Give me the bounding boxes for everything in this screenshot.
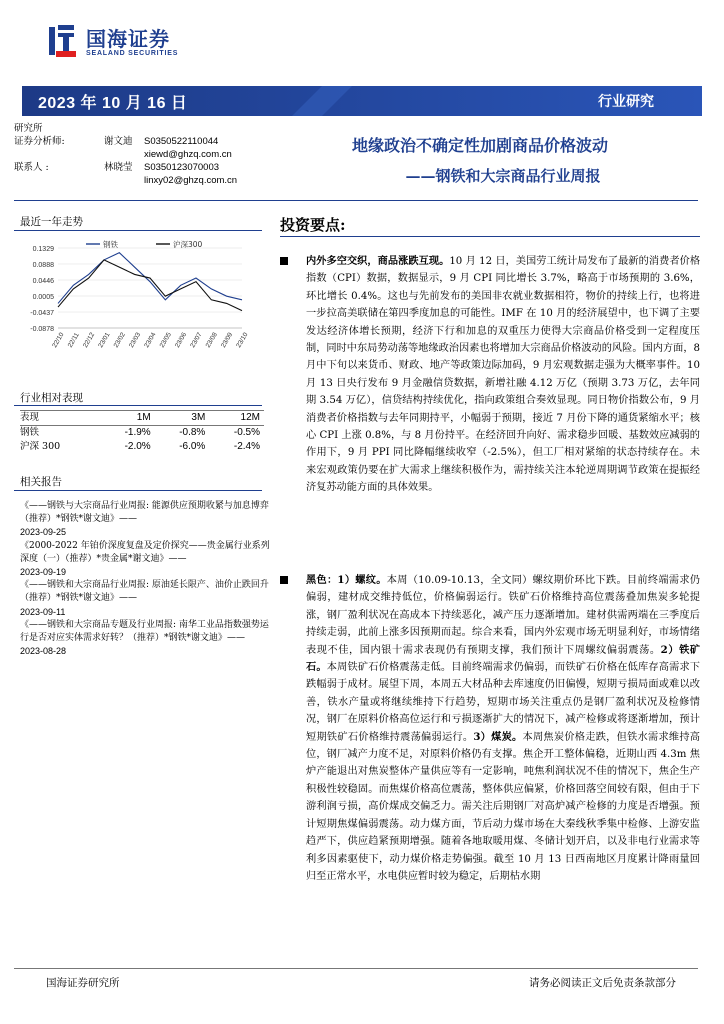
perf-cell: 沪深 300: [20, 441, 61, 452]
perf-header-cell: 1M: [136, 412, 151, 423]
brand-name-cn: 国海证券: [86, 26, 170, 51]
y-tick-label: 0.0005: [32, 293, 54, 301]
dept-label: 研究所: [14, 123, 43, 134]
analyst-email[interactable]: xiewd@ghzq.com.cn: [144, 149, 232, 160]
perf-cell: -1.9%: [124, 427, 151, 438]
y-tick-label: 0.0446: [32, 278, 54, 286]
report-link-title[interactable]: 《——钢铁和大宗商品专题及行业周报: 南华工业品指数强势运行是否对应实体需求好转？（推荐）*钢铁*谢文迪》——: [20, 619, 269, 644]
coal-body: 本周焦炭价格走跌，但铁水需求维持高位，钢厂减产力度不足，对原料价格仍有支撑。焦企开工整体偏稳，近期山西 4.3m 焦炉产能退出对焦炭整体产量供应等有一定影响，吨焦利润状况不佳的情况下，焦企生产积极性较稳固。而焦煤价格高位震荡，整体供应偏紧，价格回落空间较有限，但由于下游利润亏损，高价煤成交偏乏力。需关注后期钢厂对高炉减产检修的力度是否增强。预计短期焦煤偏弱震荡。动力煤方面，节后动力煤市场在大秦线秋季集中检修、上游安监趋严下，供应趋紧预期增强。随着各地取暖用煤、冬储计划开启，以及非电行业需求等利多因素驱使下，动力煤价格走势偏强。截至 10 月 13 日西南地区月度累计降雨量回归至正常水平，水电供应暂时较为稳定，后期枯水期: [306, 731, 700, 882]
table-row: [20, 440, 264, 454]
report-link-title[interactable]: 《——钢铁与大宗商品行业周报: 能源供应预期收紧与加息博弈（推荐）*钢铁*谢文迪》——: [20, 501, 269, 525]
report-title: 地缘政治不确定性加剧商品价格波动: [351, 136, 608, 155]
report-date: 2023 年 10 月 16 日: [38, 95, 188, 112]
x-tick-label: 23/05: [158, 331, 173, 350]
perf-cell: -0.5%: [233, 427, 260, 438]
perf-cell: -0.8%: [179, 427, 206, 438]
macro-paragraph: [280, 253, 700, 497]
report-link-date: 2023-09-19: [20, 567, 67, 578]
iron-ore-lead: 2）铁矿石。: [306, 643, 701, 674]
macro-body: 10 月 12 日，美国劳工统计局发布了最新的消费者价格指数（CPI）数据，数据显示，9 月 CPI 同比增长 3.7%，略高于市场预期的 3.6%，环比增长 0.4%。这也与先前发布的美国非农就业数据相符，物价的持续上行，也将进一步拉高美联储在第四季度加息的可能性。IMF 在 10 月的经济展望中，也下调了主要发达经济体增长预期，经济下行和加息的双重压力使得大宗商品价格受到一定程度压制，同时中东局势动荡等地缘政治因素也将增加大宗商品价格波动的风险。国内方面，8 月中下旬以来货币、财政、地产等政策边际加码，9 月宏观数据走强为大概率事件。10 月 13 日央行发布 9 月金融信贷数据，新增社融 4.12 万亿（预期 3.73 万亿，去年同期 3.54 万亿），信贷结构持续优化，指向政策组合奏效显现。同日物价指数公布，9 月消费者价格指数与去年同期持平，小幅弱于预期，接近 7 月份下降的通货紧缩水平；核心 CPI 上涨 0.8%，与 8 月份持平。在经济回升向好、需求稳步回暖、基数效应减弱的作用下，9 月 PPI 同比降幅继续收窄（-2.5%），但工厂相对紧缩的状态持续存在。未来宏观政策仍要在扩大需求上继续积极作为，需持续关注本轮逆周期调节政策在提振经济复苏动能方面的具体效果。: [306, 256, 701, 494]
header-divider: [14, 200, 698, 201]
series-line-1: [58, 260, 242, 311]
report-type: 行业研究: [598, 94, 654, 110]
x-tick-label: 22/11: [66, 331, 81, 349]
perf-header-row: [20, 411, 264, 426]
x-tick-label: 22/10: [51, 331, 66, 350]
list-item[interactable]: [20, 500, 270, 540]
perf-heading-rule: [14, 405, 262, 406]
report-link-date: 2023-08-28: [20, 646, 67, 657]
contact-email[interactable]: linxy02@ghzq.com.cn: [144, 175, 238, 186]
x-tick-label: 23/09: [219, 331, 235, 350]
footer-rule: [14, 968, 698, 969]
footer-disclaimer: 请务必阅读正文后免责条款部分: [529, 977, 676, 989]
table-row: [20, 426, 264, 441]
analyst-label: 证券分析师:: [14, 136, 65, 147]
footer-left: 国海证券研究所: [46, 977, 120, 989]
trend-heading: 最近一年走势: [20, 216, 83, 228]
report-link-title[interactable]: 《2000-2022 年铂价深度复盘及定价探究——贵金属行业系列深度（一）（推荐）*贵金属*谢文迪》——: [20, 540, 270, 564]
key-points-heading: 投资要点:: [280, 216, 346, 234]
list-item[interactable]: [20, 579, 270, 619]
reports-heading: 相关报告: [20, 476, 62, 488]
legend-label: 沪深300: [173, 240, 203, 249]
list-item[interactable]: [20, 619, 270, 659]
list-item[interactable]: [20, 540, 270, 580]
header-banner: [22, 86, 702, 116]
x-tick-label: 23/10: [235, 331, 250, 350]
report-link-date: 2023-09-25: [20, 527, 67, 538]
trend-heading-rule: [14, 230, 262, 231]
analyst-id: S0350522110044: [144, 136, 219, 147]
perf-cell: 钢铁: [20, 427, 40, 438]
x-tick-label: 23/04: [143, 331, 158, 350]
perf-table: [20, 410, 264, 454]
coal-lead: 3）煤炭。: [473, 730, 523, 743]
perf-cell: -2.4%: [233, 441, 260, 452]
y-tick-label: 0.1329: [32, 246, 54, 253]
x-tick-label: 23/07: [189, 331, 204, 350]
legend-label: 钢铁: [103, 240, 118, 249]
x-tick-label: 23/01: [97, 331, 112, 350]
black-paragraph: [280, 572, 700, 885]
perf-header-cell: 12M: [240, 412, 260, 423]
report-title-block: [310, 133, 700, 186]
report-link-date: 2023-09-11: [20, 606, 66, 617]
x-tick-label: 23/06: [173, 331, 189, 350]
contact-id: S0350123070003: [144, 162, 220, 173]
perf-heading: 行业相对表现: [20, 392, 83, 404]
x-tick-label: 23/08: [204, 331, 219, 350]
x-tick-label: 23/02: [112, 331, 127, 350]
iron-ore-body: 本周铁矿石价格震荡走低。目前终端需求仍偏弱，而铁矿石价格在低库存高需求下跌幅弱于成材。展望下周，本周五大材品种去库速度仍旧偏慢，短期亏损局面或难以改善，铁水产量或将继续维持下行趋势，短期市场关注重点仍是钢厂盈利状况及检修情况，钢厂在原料价格高位运行和亏损逐渐扩大的情况下，减产检修或将逐渐增加，预计短期铁矿石价格维持震荡偏弱运行。: [306, 662, 700, 743]
trend-chart-svg: [14, 234, 264, 364]
perf-cell: -6.0%: [179, 441, 206, 452]
report-link-title[interactable]: 《——钢铁和大宗商品行业周报: 原油延长限产、油价止跌回升（推荐）*钢铁*谢文迪》——: [20, 580, 269, 604]
logo-icon: [48, 24, 78, 60]
key-points-rule: [280, 236, 700, 237]
x-tick-label: 23/03: [127, 331, 143, 350]
report-subtitle: ——钢铁和大宗商品行业周报: [405, 167, 601, 185]
contact-name: 林晓莹: [104, 162, 133, 173]
bullet-icon: [280, 576, 288, 584]
perf-header-cell: 3M: [191, 412, 206, 423]
x-tick-label: 22/12: [81, 331, 97, 350]
y-tick-label: -0.0878: [30, 326, 54, 333]
macro-lead: 内外多空交织，商品涨跌互现。: [306, 255, 450, 267]
analyst-info: [14, 122, 237, 187]
contact-label: 联系人 :: [14, 162, 49, 173]
rebar-lead: 黑色：1）螺纹。: [306, 574, 387, 586]
related-reports: [20, 500, 270, 658]
perf-header-cell: 表现: [20, 412, 40, 423]
rebar-body: 本周（10.09-10.13，全文同）螺纹期价环比下跌。目前终端需求仍偏弱，建材成交维持低位，价格偏弱运行。铁矿石价格维持高位震荡叠加焦炭多轮提涨，钢厂盈利状况在高成本下持续恶化，减产压力逐渐增加。建材供需两端在三季度后持续走弱，此前上涨多因预期而起。综合来看，国内外宏观市场无明显利好，市场情绪表现不佳，国内银十需求表现仍有预期支撑，我们预计下周螺纹偏弱震荡。: [306, 575, 700, 656]
brand-name-en: SEALAND SECURITIES: [86, 49, 179, 57]
perf-cell: -2.0%: [124, 441, 151, 452]
brand-logo: [48, 22, 178, 62]
bullet-icon: [280, 257, 288, 265]
analyst-name: 谢文迪: [104, 136, 133, 147]
y-tick-label: 0.0888: [32, 261, 54, 269]
y-tick-label: -0.0437: [30, 310, 54, 318]
reports-heading-rule: [14, 490, 262, 491]
trend-chart: [14, 234, 264, 364]
